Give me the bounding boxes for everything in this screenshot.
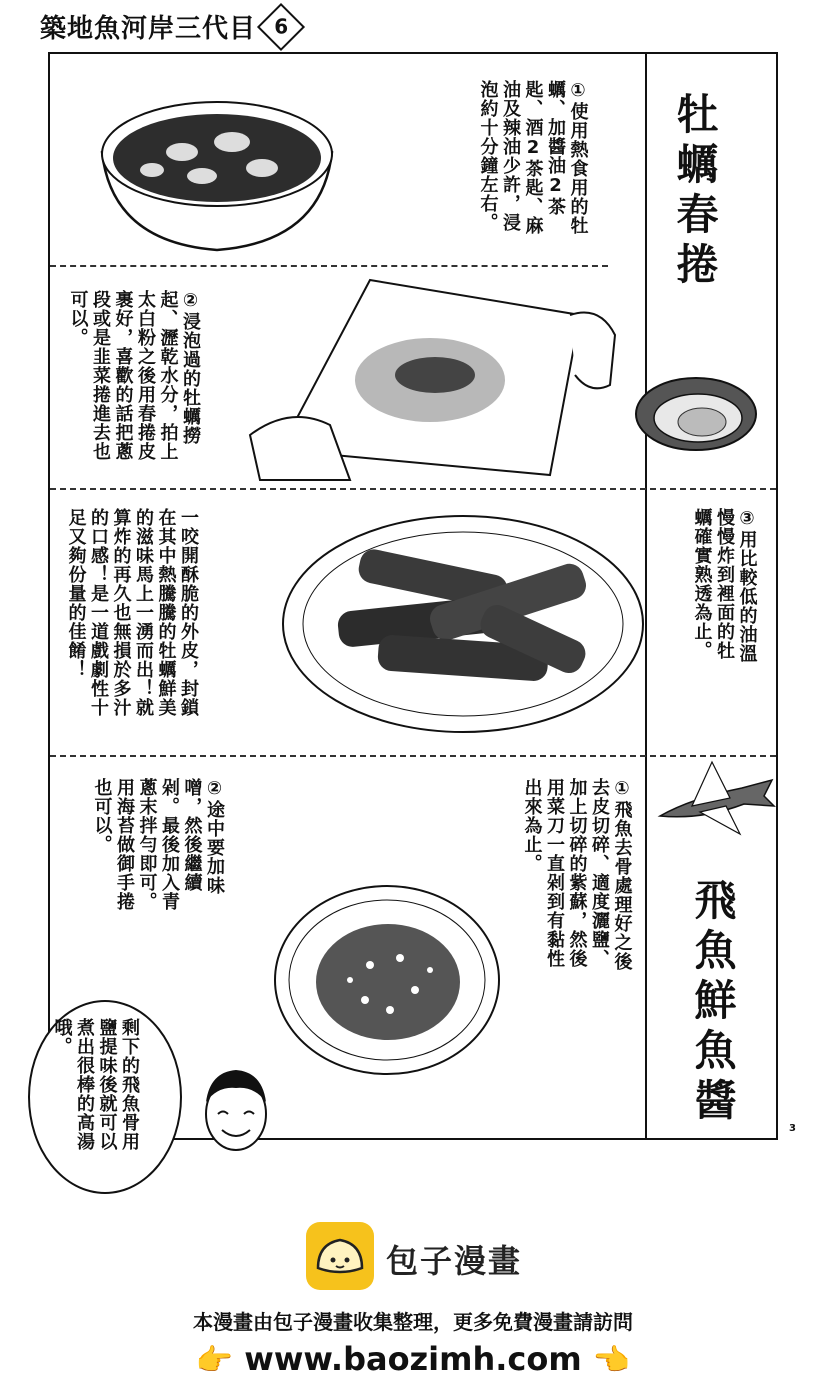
baozi-bun-icon: [306, 1222, 374, 1290]
marinade-bowl-illustration: [92, 72, 342, 257]
oyster-description: 一咬開酥脆的外皮，封鎖在其中熱騰騰的牡蠣鮮美的滋味馬上一湧而出！就算炸的再久也無損於多汁的口感！是一道戲劇性十足又夠份量的佳餚！: [65, 508, 199, 717]
footer-url[interactable]: www.baozimh.com: [244, 1340, 582, 1378]
volume-number: 6: [274, 13, 290, 38]
divider-1: [50, 265, 608, 267]
footer-notice: 本漫畫由包子漫畫收集整理，更多免費漫畫請訪問: [193, 1310, 633, 1334]
oyster-illustration: [630, 368, 765, 458]
wrapping-illustration: [240, 275, 620, 485]
spring-roll-plate-illustration: [278, 512, 648, 737]
series-title-text: 築地魚河岸三代目: [40, 14, 257, 44]
character-face-illustration: [196, 1060, 276, 1156]
series-title: [40, 8, 298, 47]
divider-3: [50, 755, 776, 757]
volume-badge: [257, 2, 305, 50]
footer-url-row: [0, 1340, 826, 1378]
recipe-title-flying-fish-paste: 飛魚鮮魚醬: [688, 878, 738, 1128]
pointing-hand-left-icon: 👈: [592, 1343, 631, 1378]
speech-bubble-text: 剩下的飛魚骨用鹽提味後就可以煮出很棒的高湯哦。: [51, 1018, 140, 1151]
oyster-step-3: ③用比較低的油溫慢慢炸到裡面的牡蠣確實熟透為止。: [691, 508, 758, 663]
fish-step-2: ②途中要加味噌，然後繼續剁。最後加入青蔥末拌勻即可。用海苔做御手捲也可以。: [91, 778, 225, 911]
page-number: 3: [789, 1123, 796, 1134]
baozi-logo: [306, 1222, 374, 1290]
pointing-hand-right-icon: 👉: [195, 1343, 234, 1378]
footer-brand: 包子漫畫: [386, 1242, 523, 1280]
fish-step-1: ①飛魚去骨處理好之後去皮切碎、適度灑鹽、加上切碎的紫蘇，然後用菜刀一直剁到有黏性出來為止。: [521, 778, 633, 971]
fish-paste-plate-illustration: [270, 880, 505, 1080]
flying-fish-illustration: [652, 758, 780, 838]
oyster-step-1: ①使用熱食用的牡蠣、加醬油2茶匙、酒2茶匙、麻油及辣油少許，浸泡約十分鐘左右。: [477, 80, 589, 235]
oyster-step-2: ②浸泡過的牡蠣撈起、瀝乾水分，拍上太白粉之後用春捲皮裹好，喜歡的話把蔥段或是韭菜捲進去也可以。: [67, 290, 201, 461]
divider-2: [50, 488, 776, 490]
recipe-title-oyster-rolls: 牡蠣春捲: [670, 92, 720, 292]
